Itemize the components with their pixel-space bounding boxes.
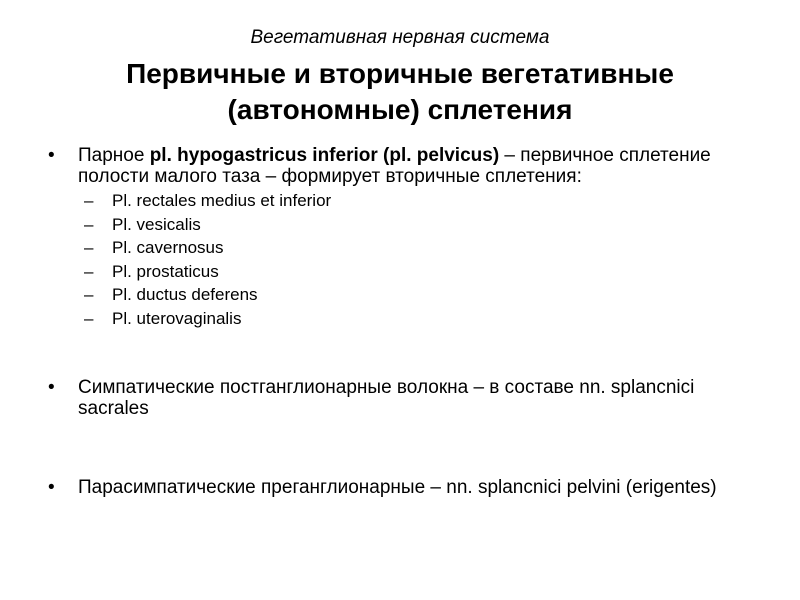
bullet-text-suffix: – первичное сплетение полости малого таза – формирует вторичные сплетения: (78, 145, 711, 187)
bullet-item-3 (48, 477, 728, 498)
bullet-dot: • (48, 377, 55, 398)
bullet-text-bold: pl. hypogastricus inferior (pl. pelvicus) (149, 145, 500, 166)
sub-list (48, 189, 728, 330)
bullet-item-1 (48, 145, 728, 330)
bullet-item-2 (48, 377, 728, 419)
bullet-dot: • (48, 477, 55, 498)
sub-item (48, 260, 728, 284)
sub-item (48, 307, 728, 331)
bullet-text: Симпатические постганглионарные волокна – в составе nn. splancnici sacrales (78, 377, 695, 419)
slide-subtitle: Вегетативная нервная система (250, 27, 550, 48)
sub-item (48, 283, 728, 307)
dash-marker: – (84, 191, 94, 210)
sub-item-label: Pl. vesicalis (112, 214, 201, 234)
dash-marker: – (84, 308, 94, 328)
bullet-dot: • (48, 145, 55, 166)
sub-item (48, 213, 728, 237)
sub-item (48, 189, 728, 213)
sub-item-label: Pl. prostaticus (112, 261, 219, 281)
sub-item-label: Pl. ductus deferens (112, 285, 258, 304)
bullet-text: Парасимпатические преганглионарные – nn. splancnici pelvini (erigentes) (78, 477, 717, 498)
slide-title: Первичные и вторичные вегетативные (автономные) сплетения (126, 58, 674, 125)
bullet-text (78, 145, 728, 187)
sub-item-label: Pl. rectales medius et inferior (112, 191, 332, 210)
sub-item (48, 236, 728, 260)
dash-marker: – (84, 238, 94, 257)
dash-marker: – (84, 214, 94, 234)
dash-marker: – (84, 285, 94, 304)
sub-item-label: Pl. uterovaginalis (112, 308, 242, 328)
bullet-text-prefix: Парное (78, 145, 150, 166)
sub-item-label: Pl. cavernosus (112, 238, 224, 257)
dash-marker: – (84, 261, 94, 281)
